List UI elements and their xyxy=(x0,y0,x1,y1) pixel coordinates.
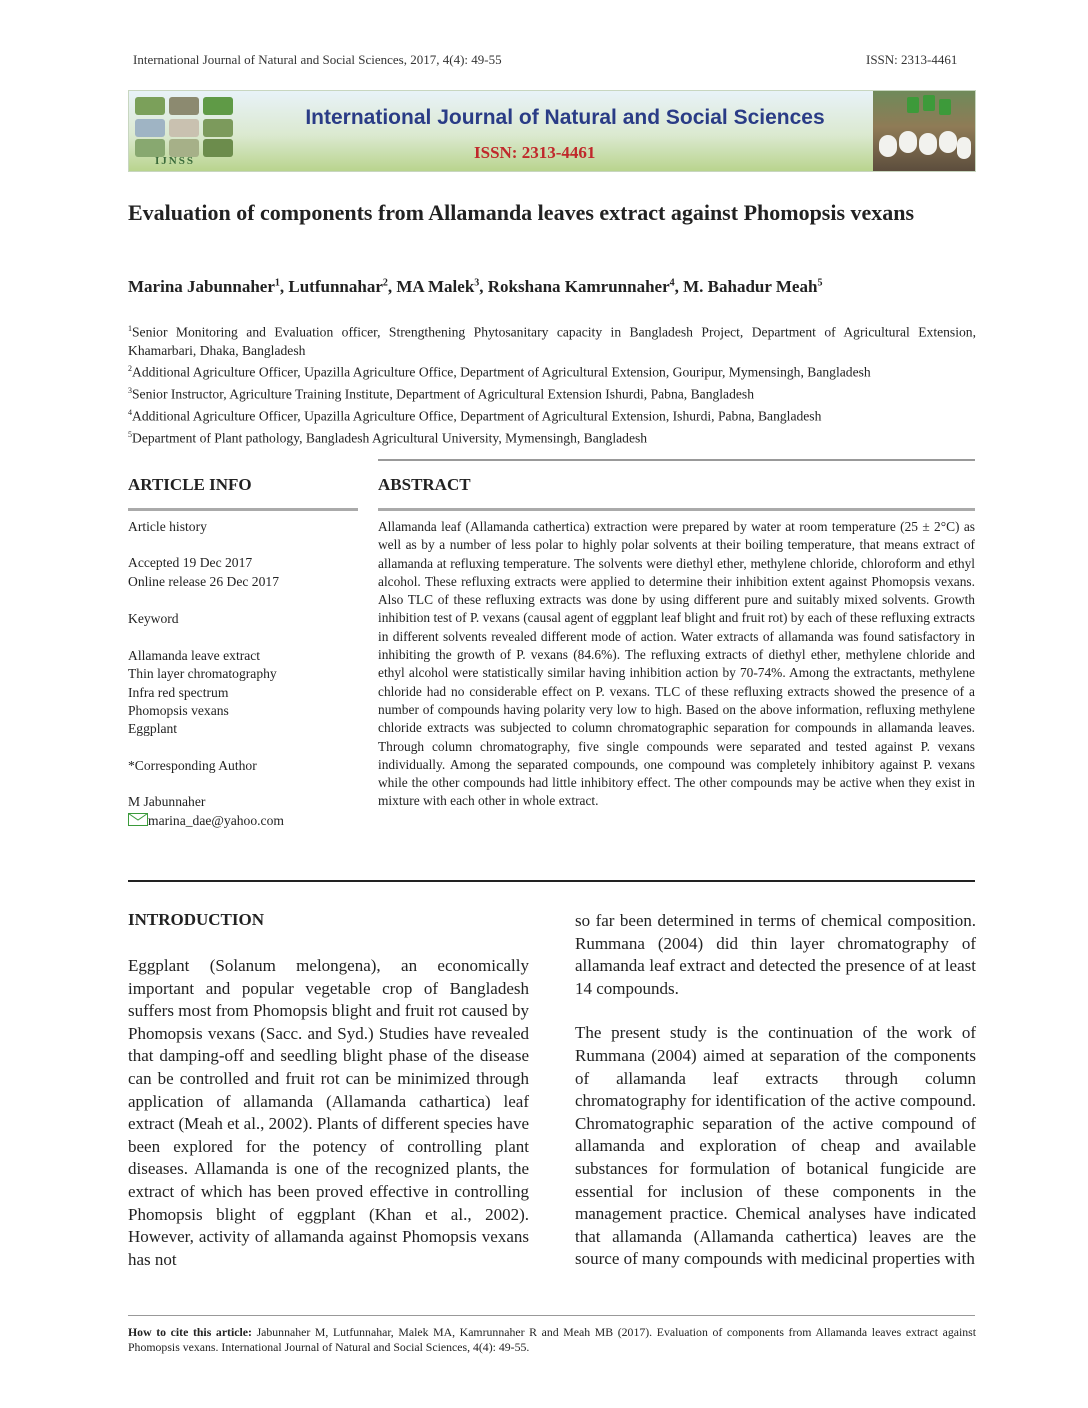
keyword-label: Keyword xyxy=(128,611,179,626)
affiliation xyxy=(128,426,976,448)
running-head-journal: International Journal of Natural and Social Sciences, 2017, 4(4): 49-55 xyxy=(133,52,502,67)
banner-collage-icon xyxy=(133,95,239,155)
keyword-list xyxy=(128,647,277,738)
affiliation xyxy=(128,382,976,404)
author-name: Marina Jabunnaher xyxy=(128,277,275,296)
banner-logo-text: IJNSS xyxy=(155,155,195,167)
banner-issn: ISSN: 2313-4461 xyxy=(474,143,596,162)
introduction-right-column xyxy=(575,910,976,1271)
paragraph: Eggplant (Solanum melongena), an economically important and popular vegetable crop of Bangladesh suffers most from Phomopsis blight and fruit rot caused by Phomopsis vexans (Sacc. and Syd.) Studies have revealed that damping-off and seedling blight phase of the disease can be controlled and fruit rot can be minimized through application of allamanda (Allamanda cathartica) leaf extract (Meah et al., 2002). Plants of different species have been explored for the potency of controlling plant diseases. Allamanda is one of the recognized plants, the extract of which has been proved effective in controlling Phomopsis blight of eggplant (Khan et al., 2002). However, activity of allamanda against Phomopsis vexans has not xyxy=(128,956,529,1269)
paper-title: Evaluation of components from Allamanda leaves extract against Phomopsis vexans xyxy=(128,200,915,225)
cite-label: How to cite this article: xyxy=(128,1325,252,1339)
affiliation-sup: 2 xyxy=(128,364,132,374)
keyword-item: Thin layer chromatography xyxy=(128,666,277,682)
author-sep: , xyxy=(674,277,684,296)
journal-banner xyxy=(128,90,976,172)
corresponding-email xyxy=(128,813,284,829)
author-sup: 4 xyxy=(669,277,675,289)
keyword-item: Infra red spectrum xyxy=(128,684,229,700)
corresponding-author-label: *Corresponding Author xyxy=(128,758,257,773)
running-head-issn: ISSN: 2313-4461 xyxy=(866,52,958,67)
author-name: M. Bahadur Meah xyxy=(683,277,818,296)
author-sup: 5 xyxy=(817,277,823,289)
affiliation xyxy=(128,320,976,360)
author-sep: , xyxy=(279,277,289,296)
author-list xyxy=(128,277,822,297)
paragraph: The present study is the continuation of the work of Rummana (2004) aimed at separation of the components of allamanda leaf extracts through column chromatography for identification of the active compound. Chromatographic separation of the active compound of allamanda and exploration of cheap and available substances for formulation of botanical fungicide are essential for inclusion of these components in the management practice. Chemical analyses have indicated that allamanda (Allamanda cathertica) leaves are the source of many compounds with medicinal properties with xyxy=(575,1023,976,1269)
affiliation xyxy=(128,360,976,382)
accepted-date: Accepted 19 Dec 2017 xyxy=(128,555,253,570)
author-sep: , xyxy=(479,277,488,296)
corresponding-author-name: M Jabunnaher xyxy=(128,794,206,809)
article-history-label: Article history xyxy=(128,519,207,534)
introduction-left-column xyxy=(128,955,529,1271)
affiliation-sup: 5 xyxy=(128,429,132,439)
article-info-heading: ARTICLE INFO xyxy=(128,475,252,494)
banner-journal-title: International Journal of Natural and Social Sciences xyxy=(305,106,825,129)
author-sup: 2 xyxy=(382,277,388,289)
keyword-item: Eggplant xyxy=(128,721,178,737)
affiliation-sup: 1 xyxy=(128,324,132,333)
affiliation-text: Senior Monitoring and Evaluation officer, Strengthening Phytosanitary capacity in Bangladesh Project, Department of Agricultural Extension, Khamarbari, Dhaka, Bangladesh xyxy=(128,324,976,358)
email-link[interactable]: marina_dae@yahoo.com xyxy=(148,813,284,828)
keyword-item: Allamanda leave extract xyxy=(128,648,261,663)
abstract-heading: ABSTRACT xyxy=(378,475,471,494)
affiliation-text: Senior Instructor, Agriculture Training Institute, Department of Agricultural Extension Ishurdi, Pabna, Bangladesh xyxy=(132,386,755,402)
divider xyxy=(378,459,975,461)
author-sup: 1 xyxy=(274,277,280,289)
introduction-heading: INTRODUCTION xyxy=(128,910,265,929)
affiliation-text: Department of Plant pathology, Bangladesh Agricultural University, Mymensingh, Bangladesh xyxy=(132,430,648,446)
author-sup: 3 xyxy=(474,277,480,289)
divider xyxy=(378,508,975,511)
author-name: Rokshana Kamrunnaher xyxy=(487,277,670,296)
author-sep: , xyxy=(387,277,397,296)
affiliations xyxy=(128,320,976,447)
divider xyxy=(128,1315,975,1316)
paragraph: so far been determined in terms of chemical composition. Rummana (2004) did thin layer chromatography of allamanda leaf extract and detected the presence of at least 14 compounds. xyxy=(575,911,976,998)
affiliation xyxy=(128,404,976,426)
envelope-icon xyxy=(128,813,148,826)
divider xyxy=(128,880,975,882)
keyword-item: Phomopsis vexans xyxy=(128,702,229,718)
affiliation-sup: 3 xyxy=(128,385,132,395)
affiliation-text: Additional Agriculture Officer, Upazilla Agriculture Office, Department of Agricultural Extension, Gouripur, Mymensingh, Bangladesh xyxy=(132,364,871,380)
how-to-cite xyxy=(128,1325,976,1356)
online-release-date: Online release 26 Dec 2017 xyxy=(128,574,279,589)
affiliation-sup: 4 xyxy=(128,407,132,417)
affiliation-text: Additional Agriculture Officer, Upazilla Agriculture Office, Department of Agricultural Extension, Ishurdi, Pabna, Bangladesh xyxy=(132,408,822,424)
author-name: MA Malek xyxy=(396,277,475,296)
cite-text: Jabunnaher M, Lutfunnahar, Malek MA, Kamrunnaher R and Meah MB (2017). Evaluation of components from Allamanda leaves extract against Phomopsis vexans. International Journal of Natural and Social Sciences, 4(4): 49-55. xyxy=(128,1325,976,1355)
author-name: Lutfunnahar xyxy=(288,277,383,296)
abstract-text: Allamanda leaf (Allamanda cathertica) extraction were prepared by water at room temperature (25 ± 2°C) as well as by a number of less polar to highly polar solvents at their boiling temperature, that means extract of allamanda at refluxing temperature. The solvents were diethyl ether, methylene chloride, chloroform and ethyl alcohol. These refluxing extracts were applied to determine their inhibition extent against Phomopsis vexans. Also TLC of these refluxing extracts was done by using different pure and suitably mixed solvents. Growth inhibition test of P. vexans (causal agent of eggplant leaf blight and fruit rot) by each of these refluxing extracts in different solvents revealed different mode of action. Water extracts of allamanda was found satisfactory in inhibiting the growth of P. vexans (84.6%). The refluxing extracts of diethyl ether, methylene chloride and ethyl alcohol were statistically similar having inhibition action by 70-74%. Among the extractants, methylene chloride had no considerable effect on P. vexans. TLC of these refluxing extracts showed the presence of a number of compounds having polarity very low to high. Based on the above information, refluxing methylene chloride extracts was subjected to column chromatographic separation for compounds in allamanda leaves. Through column chromatography, five single compounds were separated and tested against P. vexans individually. Among the separated compounds, one compound was completely inhibitory against P. vexans while the other compounds had little inhibitory effect. The other compounds may be active when they exist in mixture with each other in whole extract. xyxy=(378,519,975,809)
divider xyxy=(128,508,358,511)
sheep-photo-icon xyxy=(873,91,975,171)
